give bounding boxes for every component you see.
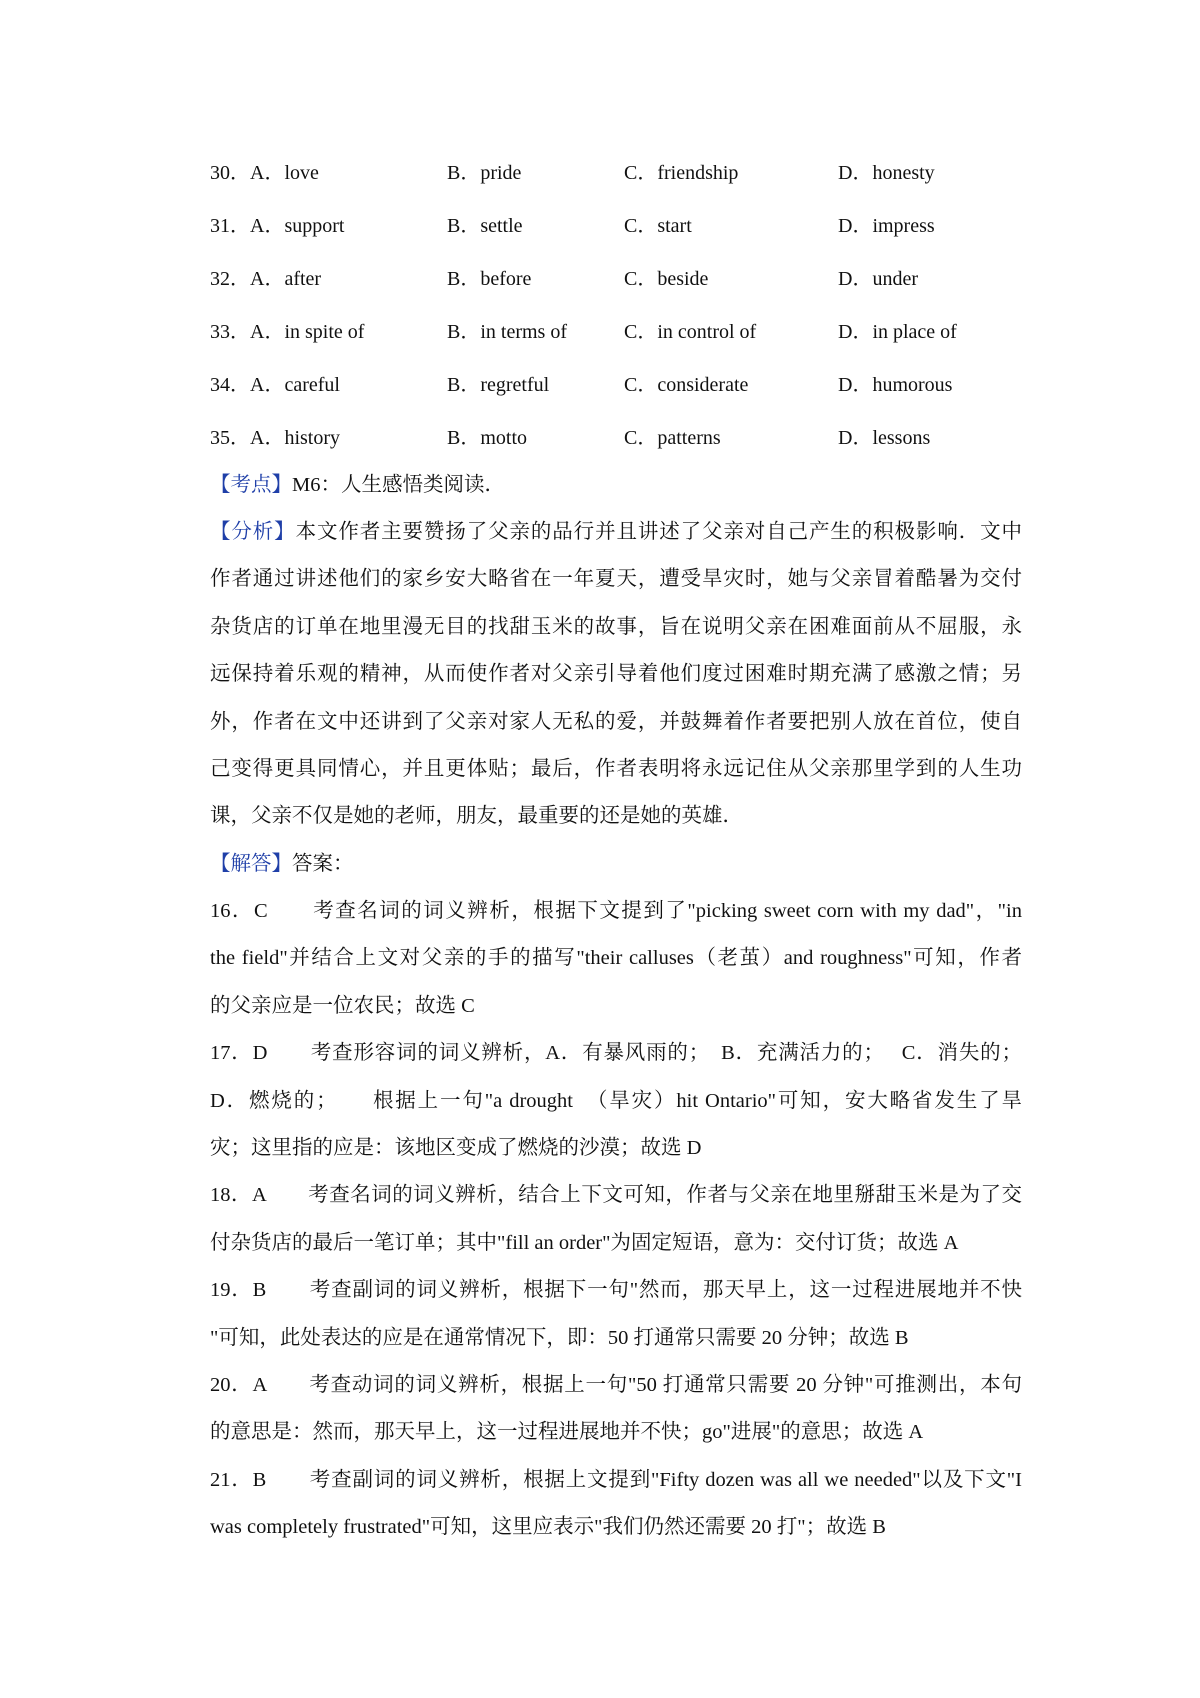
option-row-31 bbox=[210, 211, 1030, 241]
option-row-35 bbox=[210, 423, 1030, 453]
option-32-c: C．beside bbox=[624, 268, 709, 290]
answer-line: 18．A 考查名词的词义辨析，结合上下文可知，作者与父亲在地里掰甜玉米是为了交 bbox=[210, 1184, 1022, 1207]
jieda-text: 答案： bbox=[292, 853, 354, 875]
option-30-b: B．pride bbox=[447, 162, 522, 184]
option-row-33 bbox=[210, 317, 1030, 347]
answer-line: 付杂货店的最后一笔订单；其中"fill an order"为固定短语，意为：交付订货；故选 A bbox=[210, 1231, 959, 1254]
option-33-b: B．in terms of bbox=[447, 321, 567, 343]
option-31-a: 31．A．support bbox=[210, 215, 345, 237]
option-30-c: C．friendship bbox=[624, 162, 739, 184]
option-31-c: C．start bbox=[624, 215, 692, 237]
answer-line: 灾；这里指的应是：该地区变成了燃烧的沙漠；故选 D bbox=[210, 1136, 702, 1159]
answer-line: 20．A 考查动词的词义辨析，根据上一句"50 打通常只需要 20 分钟"可推测出，本句 bbox=[210, 1373, 1022, 1396]
option-35-b: B．motto bbox=[447, 427, 528, 449]
option-33-c: C．in control of bbox=[624, 321, 757, 343]
answer-line: 的父亲应是一位农民；故选 C bbox=[210, 994, 475, 1017]
option-34-b: B．regretful bbox=[447, 374, 550, 396]
option-row-30 bbox=[210, 158, 1030, 188]
fenxi-section bbox=[210, 509, 1022, 841]
answer-line: 17．D 考查形容词的词义辨析，A．有暴风雨的； B．充满活力的； C．消失的； bbox=[210, 1042, 1022, 1065]
option-31-d: D．impress bbox=[838, 215, 935, 237]
option-32-b: B．before bbox=[447, 268, 532, 290]
option-34-d: D．humorous bbox=[838, 374, 953, 396]
fenxi-tag: 【分析】 bbox=[210, 521, 296, 543]
option-33-a: 33．A．in spite of bbox=[210, 321, 365, 343]
answer-line: 19．B 考查副词的词义辨析，根据下一句"然而，那天早上，这一过程进展地并不快 bbox=[210, 1279, 1022, 1302]
fenxi-line-1: 【分析】本文作者主要赞扬了父亲的品行并且讲述了父亲对自己产生的积极影响．文中 bbox=[210, 521, 1022, 543]
answer-line: 的意思是：然而，那天早上，这一过程进展地并不快；go"进展"的意思；故选 A bbox=[210, 1421, 924, 1444]
answer-line: D．燃烧的； 根据上一句"a drought （旱灾）hit Ontario"可知，安大略省发生了旱 bbox=[210, 1089, 1022, 1112]
answers-section bbox=[210, 888, 1022, 1551]
fenxi-line-7: 课，父亲不仅是她的老师，朋友，最重要的还是她的英雄． bbox=[210, 805, 743, 828]
answer-line: was completely frustrated"可知，这里应表示"我们仍然还需要 20 打"；故选 B bbox=[210, 1516, 886, 1539]
fenxi-line-5: 外，作者在文中还讲到了父亲对家人无私的爱，并鼓舞着作者要把别人放在首位，使自 bbox=[210, 710, 1022, 733]
fenxi-line-4: 远保持着乐观的精神，从而使作者对父亲引导着他们度过困难时期充满了感激之情；另 bbox=[210, 663, 1022, 686]
option-35-c: C．patterns bbox=[624, 427, 721, 449]
answer-line: 16．C 考查名词的词义辨析，根据下文提到了"picking sweet corn with my dad"，"in bbox=[210, 900, 1022, 922]
jieda-line bbox=[210, 841, 1022, 888]
fenxi-line-6: 己变得更具同情心，并且更体贴；最后，作者表明将永远记住从父亲那里学到的人生功 bbox=[210, 757, 1022, 780]
option-35-a: 35．A．history bbox=[210, 427, 340, 449]
option-32-a: 32．A．after bbox=[210, 268, 322, 290]
option-30-d: D．honesty bbox=[838, 162, 935, 184]
option-32-d: D．under bbox=[838, 268, 918, 290]
jieda-tag: 【解答】 bbox=[210, 853, 292, 875]
jieda-section bbox=[210, 841, 1022, 888]
fenxi-line-2: 作者通过讲述他们的家乡安大略省在一年夏天，遭受旱灾时，她与父亲冒着酷暑为交付 bbox=[210, 568, 1022, 591]
option-31-b: B．settle bbox=[447, 215, 523, 237]
kaodian-tag: 【考点】 bbox=[210, 474, 292, 496]
answer-line: 21．B 考查副词的词义辨析，根据上文提到"Fifty dozen was all we needed"以及下文"I bbox=[210, 1468, 1022, 1491]
option-34-a: 34．A．careful bbox=[210, 374, 340, 396]
option-33-d: D．in place of bbox=[838, 321, 957, 343]
option-35-d: D．lessons bbox=[838, 427, 931, 449]
fenxi-line-3: 杂货店的订单在地里漫无目的找甜玉米的故事，旨在说明父亲在困难面前从不屈服，永 bbox=[210, 615, 1022, 638]
answer-line: "可知，此处表达的应是在通常情况下，即：50 打通常只需要 20 分钟；故选 B bbox=[210, 1326, 909, 1349]
option-row-32 bbox=[210, 264, 1030, 294]
answer-line: the field"并结合上文对父亲的手的描写"their calluses（老茧）and roughness"可知，作者 bbox=[210, 947, 1022, 970]
option-row-34 bbox=[210, 370, 1030, 400]
kaodian-line bbox=[210, 462, 1022, 509]
option-30-a: 30．A．love bbox=[210, 162, 319, 184]
option-34-c: C．considerate bbox=[624, 374, 749, 396]
kaodian-text: M6：人生感悟类阅读． bbox=[292, 474, 505, 496]
kaodian-section bbox=[210, 462, 1022, 509]
